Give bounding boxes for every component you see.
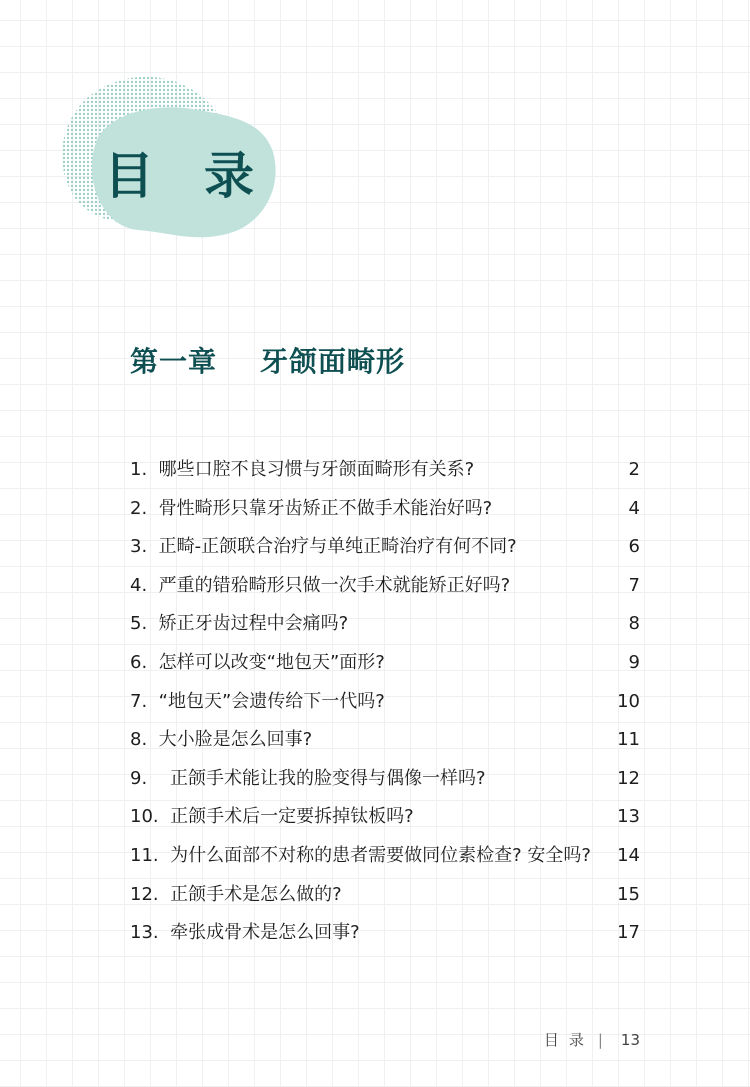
footer-section-label: 目录 [543, 1031, 594, 1049]
toc-item-page: 6 [628, 536, 640, 558]
toc-item[interactable] [130, 760, 640, 799]
toc-item[interactable] [130, 605, 640, 644]
toc-item[interactable] [130, 451, 640, 490]
toc-item-label: 11. 为什么面部不对称的患者需要做同位素检查? 安全吗? [130, 844, 591, 866]
toc-item-page: 2 [628, 459, 640, 480]
toc-item-page: 15 [617, 883, 640, 905]
toc-item-label: 8. 大小脸是怎么回事? [130, 729, 313, 751]
toc-item-page: 7 [628, 574, 640, 596]
footer-separator: | [597, 1031, 603, 1049]
toc-item-label: 3. 正畸-正颌联合治疗与单纯正畸治疗有何不同? [130, 536, 517, 558]
toc-item-label: 1. 哪些口腔不良习惯与牙颌面畸形有关系? [130, 459, 475, 480]
toc-item-page: 12 [617, 767, 640, 789]
toc-item-label: 10. 正颌手术后一定要拆掉钛板吗? [130, 806, 414, 828]
toc-item[interactable] [130, 683, 640, 722]
chapter-title: 第一章 牙颌面畸形 [130, 345, 405, 378]
toc-item-page: 14 [617, 844, 640, 866]
toc-item[interactable] [130, 914, 640, 953]
toc-item-page: 10 [617, 690, 640, 712]
toc-item-label: 9. 正颌手术能让我的脸变得与偶像一样吗? [130, 767, 486, 789]
toc-item-label: 4. 严重的错𬌗畸形只做一次手术就能矫正好吗? [130, 574, 511, 596]
toc-item-label: 6. 怎样可以改变“地包天”面形? [130, 651, 385, 673]
toc-item-label: 13. 牵张成骨术是怎么回事? [130, 922, 360, 944]
toc-item[interactable] [130, 798, 640, 837]
toc-item[interactable] [130, 876, 640, 915]
toc-item-page: 17 [617, 922, 640, 944]
toc-item[interactable] [130, 528, 640, 567]
toc-item-label: 5. 矫正牙齿过程中会痛吗? [130, 613, 349, 635]
page-footer [534, 1011, 640, 1050]
footer-page-number: 13 [620, 1031, 640, 1049]
toc-item-page: 4 [628, 497, 640, 519]
page-title: 目录 [104, 147, 304, 205]
toc-item[interactable] [130, 837, 640, 876]
toc-item[interactable] [130, 490, 640, 529]
toc-item-label: 2. 骨性畸形只靠牙齿矫正不做手术能治好吗? [130, 497, 493, 519]
toc-item[interactable] [130, 644, 640, 683]
table-of-contents [130, 451, 640, 953]
toc-item-label: 12. 正颌手术是怎么做的? [130, 883, 342, 905]
toc-item-page: 8 [628, 613, 640, 635]
toc-item-page: 13 [617, 806, 640, 828]
toc-item-page: 11 [617, 729, 640, 751]
toc-item-page: 9 [628, 651, 640, 673]
toc-item[interactable] [130, 567, 640, 606]
toc-item-label: 7. “地包天”会遗传给下一代吗? [130, 690, 385, 712]
toc-item[interactable] [130, 721, 640, 760]
